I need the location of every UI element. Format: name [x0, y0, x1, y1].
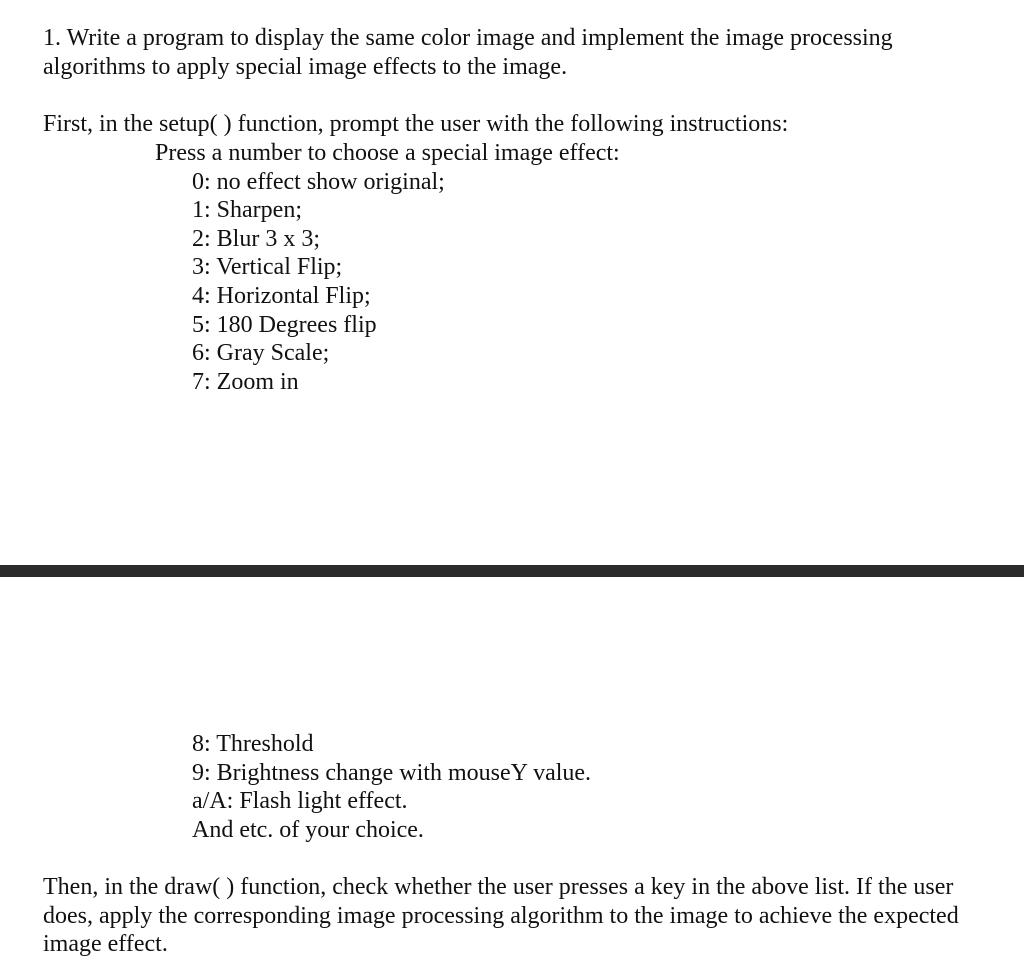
- question-line-2: algorithms to apply special image effects to the image.: [43, 54, 568, 80]
- effect-option: And etc. of your choice.: [192, 817, 424, 843]
- effect-option: 3: Vertical Flip;: [192, 254, 343, 280]
- section-divider: [0, 565, 1024, 577]
- effect-prompt: Press a number to choose a special image effect:: [155, 140, 620, 166]
- effect-option: 6: Gray Scale;: [192, 340, 330, 366]
- effect-option: 0: no effect show original;: [192, 169, 445, 195]
- effect-option: a/A: Flash light effect.: [192, 788, 408, 814]
- draw-instruction-line-3: image effect.: [43, 931, 168, 957]
- effect-option: 9: Brightness change with mouseY value.: [192, 760, 592, 786]
- effect-option: 2: Blur 3 x 3;: [192, 226, 321, 252]
- effect-option: 8: Threshold: [192, 731, 314, 757]
- effect-option: 1: Sharpen;: [192, 197, 302, 223]
- setup-instruction: First, in the setup( ) function, prompt the user with the following instructions:: [43, 111, 789, 137]
- question-line-1: 1. Write a program to display the same color image and implement the image processing: [43, 25, 893, 51]
- draw-instruction-line-1: Then, in the draw( ) function, check whether the user presses a key in the above list. If the user: [43, 874, 954, 900]
- effect-option: 5: 180 Degrees flip: [192, 312, 377, 338]
- effect-option: 7: Zoom in: [192, 369, 299, 395]
- draw-instruction-line-2: does, apply the corresponding image processing algorithm to the image to achieve the expected: [43, 903, 959, 929]
- effect-option: 4: Horizontal Flip;: [192, 283, 371, 309]
